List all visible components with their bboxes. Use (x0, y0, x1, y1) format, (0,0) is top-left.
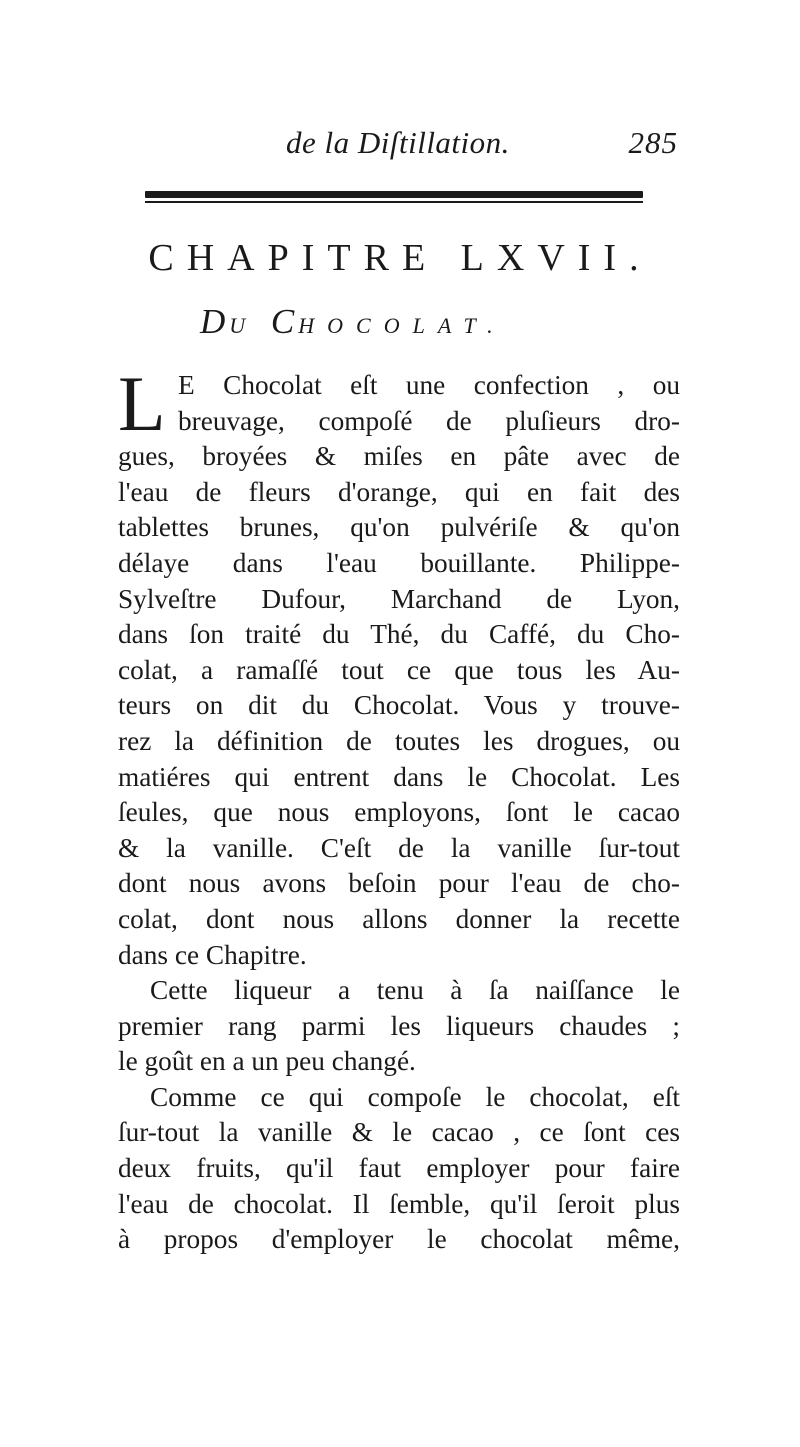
chapter-heading: CHAPITRE LXVII. (148, 237, 652, 279)
text-line: dont nous avons beſoin pour l'eau de cho- (118, 868, 680, 899)
subtitle-rest-2: HOCOLAT. (298, 313, 506, 338)
text-line: E Chocolat eſt une confection , ou (178, 370, 680, 400)
text-line: l'eau de chocolat. Il ſemble, qu'il ſeroit plus (118, 1188, 680, 1219)
text-line: premier rang parmi les liqueurs chaudes ; (118, 1010, 680, 1041)
text-line: Cette liqueur a tenu à ſa naiſſance le (150, 975, 680, 1006)
header-rule-thin (145, 201, 643, 203)
text-line: l'eau de fleurs d'orange, qui en fait des (118, 476, 680, 507)
text-line: ſeules, que nous employons, ſont le cacao (118, 797, 680, 828)
text-line: Comme ce qui compoſe le chocolat, eſt (150, 1081, 680, 1112)
running-head (118, 125, 678, 169)
text-line: rez la définition de toutes les drogues, ou (118, 725, 680, 756)
text-line: teurs on dit du Chocolat. Vous y trouve- (118, 690, 680, 721)
subtitle-initial-1: D (200, 302, 230, 341)
page-number: 285 (628, 125, 678, 160)
text-line: colat, a ramaſſé tout ce que tous les Au- (118, 654, 680, 685)
text-line: délaye dans l'eau bouillante. Philippe- (118, 547, 680, 578)
subtitle-initial-2: C (270, 302, 299, 341)
body-text (118, 360, 680, 1258)
subtitle-rest-1: U (229, 313, 259, 338)
text-line: gues, broyées & miſes en pâte avec de (118, 441, 680, 472)
text-line: dans ſon traité du Thé, du Caffé, du Cho- (118, 619, 680, 650)
text-line: & la vanille. C'eſt de la vanille ſur-tout (118, 832, 680, 863)
drop-cap: L (118, 360, 166, 447)
text-line: breuvage, compoſé de pluſieurs dro- (178, 405, 680, 436)
running-title: de la Diſtillation. (286, 125, 510, 160)
text-line: matiéres qui entrent dans le Chocolat. Les (118, 761, 680, 792)
text-line: à propos d'employer le chocolat même, (118, 1224, 680, 1255)
text-line: tablettes brunes, qu'on pulvériſe & qu'on (118, 512, 680, 543)
text-line: deux fruits, qu'il faut employer pour faire (118, 1153, 680, 1184)
header-rule-thick (145, 191, 643, 198)
text-line: le goût en a un peu changé. (118, 1046, 416, 1077)
text-line: dans ce Chapitre. (118, 939, 307, 970)
chapter-subtitle (200, 302, 600, 342)
text-line: ſur-tout la vanille & le cacao , ce ſont ces (118, 1117, 680, 1148)
text-line: Sylveſtre Dufour, Marchand de Lyon, (118, 583, 680, 614)
text-line: colat, dont nous allons donner la recette (118, 903, 680, 934)
